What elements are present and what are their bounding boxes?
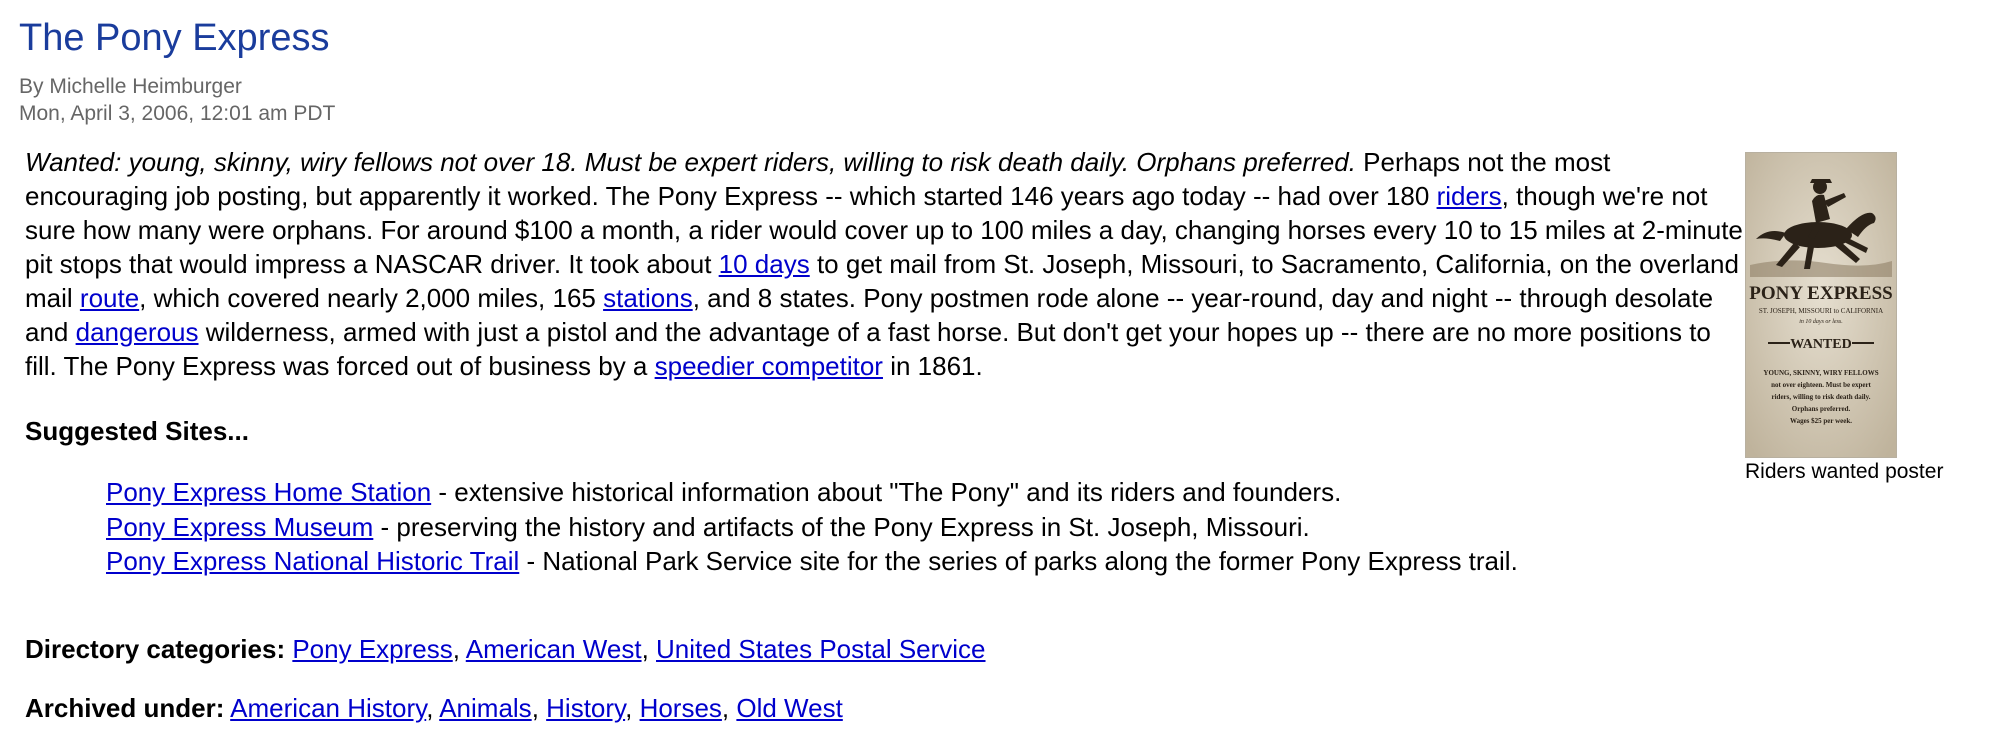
body-text: Perhaps not the most encouraging job posting, but apparently it worked. The Pony Express -- which started 146 years ago today -- had over 180 [25, 147, 1611, 211]
body-text: wilderness, armed with just a pistol and the advantage of a fast horse. But don't get your hopes up -- there are no more positions to fill. The Pony Express was forced out of business by a [25, 317, 1711, 381]
suggested-site-description: - National Park Service site for the series of parks along the former Pony Express trail. [519, 546, 1518, 576]
separator: , [625, 693, 640, 723]
separator: , [426, 693, 440, 723]
poster-line: YOUNG, SKINNY, WIRY FELLOWS [1763, 369, 1879, 377]
body-text: , which covered nearly 2,000 miles, 165 [139, 283, 604, 313]
separator: , [721, 693, 737, 723]
poster-title-text: PONY EXPRESS [1749, 283, 1893, 304]
directory-link[interactable]: Pony Express [292, 634, 453, 664]
publish-date: Mon, April 3, 2006, 12:01 am PDT [19, 102, 336, 125]
link-riders[interactable]: riders [1436, 181, 1502, 211]
list-item [106, 475, 1518, 510]
archived-under [25, 691, 843, 725]
separator: , [531, 693, 547, 723]
poster-image[interactable] [1745, 152, 1897, 458]
separator: , [452, 634, 466, 664]
archive-link[interactable]: Animals [439, 693, 532, 723]
directory-link[interactable]: United States Postal Service [656, 634, 986, 664]
body-text: , and 8 states. Pony postmen rode alone -- year-round, day and night -- through desolate and [25, 283, 1714, 347]
body-text: in 1861. [882, 351, 983, 381]
directory-categories-label: Directory categories: [25, 634, 286, 664]
suggested-sites-heading: Suggested Sites... [25, 416, 249, 446]
archive-link[interactable]: American History [230, 693, 427, 723]
suggested-site-link[interactable]: Pony Express National Historic Trail [106, 546, 520, 576]
separator: , [641, 634, 657, 664]
poster-subtitle-text: ST. JOSEPH, MISSOURI to CALIFORNIA [1758, 307, 1884, 315]
poster-illustration [1746, 153, 1896, 457]
list-item [106, 510, 1518, 545]
suggested-site-link[interactable]: Pony Express Home Station [106, 477, 432, 507]
archived-under-label: Archived under: [25, 693, 225, 723]
suggested-site-description: - preserving the history and artifacts of the Pony Express in St. Joseph, Missouri. [373, 511, 1310, 542]
body-text: to get mail from St. Joseph, Missouri, to Sacramento, California, on the overland mail [25, 249, 1739, 313]
author-byline: By Michelle Heimburger [19, 75, 242, 98]
list-item [106, 544, 1518, 579]
poster-wanted-text: WANTED [1790, 337, 1852, 352]
link-stations[interactable]: stations [603, 283, 693, 313]
article-body [25, 145, 1745, 383]
link-dangerous[interactable]: dangerous [75, 317, 199, 347]
archive-link[interactable]: Horses [639, 693, 722, 723]
directory-link[interactable]: American West [465, 634, 642, 664]
link-10-days[interactable]: 10 days [718, 249, 810, 279]
body-text: , though we're not sure how many were orphans. For around $100 a month, a rider would cover up to 100 miles a day, changing horses every 10 to 15 miles at 2-minute pit stops that would impress a NASCAR driver. It took about [25, 181, 1743, 279]
poster-caption: Riders wanted poster [1745, 460, 1944, 483]
article-meta [19, 73, 335, 127]
suggested-site-link[interactable]: Pony Express Museum [106, 511, 374, 542]
link-route[interactable]: route [79, 283, 140, 313]
directory-categories [25, 632, 986, 666]
poster-subtitle2-text: in 10 days or less. [1799, 319, 1843, 325]
link-speedier-competitor[interactable]: speedier competitor [654, 351, 883, 381]
article-intro-italic: Wanted: young, skinny, wiry fellows not over 18. Must be expert riders, willing to risk death daily. Orphans preferred. [25, 147, 1356, 177]
poster-line: Wages $25 per week. [1789, 417, 1853, 425]
poster-line: not over eighteen. Must be expert [1771, 381, 1871, 389]
archive-link[interactable]: Old West [736, 693, 843, 723]
poster-figure [1745, 152, 1970, 483]
poster-line: riders, willing to risk death daily. [1771, 393, 1871, 401]
archive-link[interactable]: History [546, 693, 626, 723]
poster-line: Orphans preferred. [1791, 405, 1851, 413]
suggested-sites-list [106, 475, 1518, 579]
page-title: The Pony Express [19, 17, 330, 59]
suggested-site-description: - extensive historical information about "The Pony" and its riders and founders. [431, 477, 1342, 507]
